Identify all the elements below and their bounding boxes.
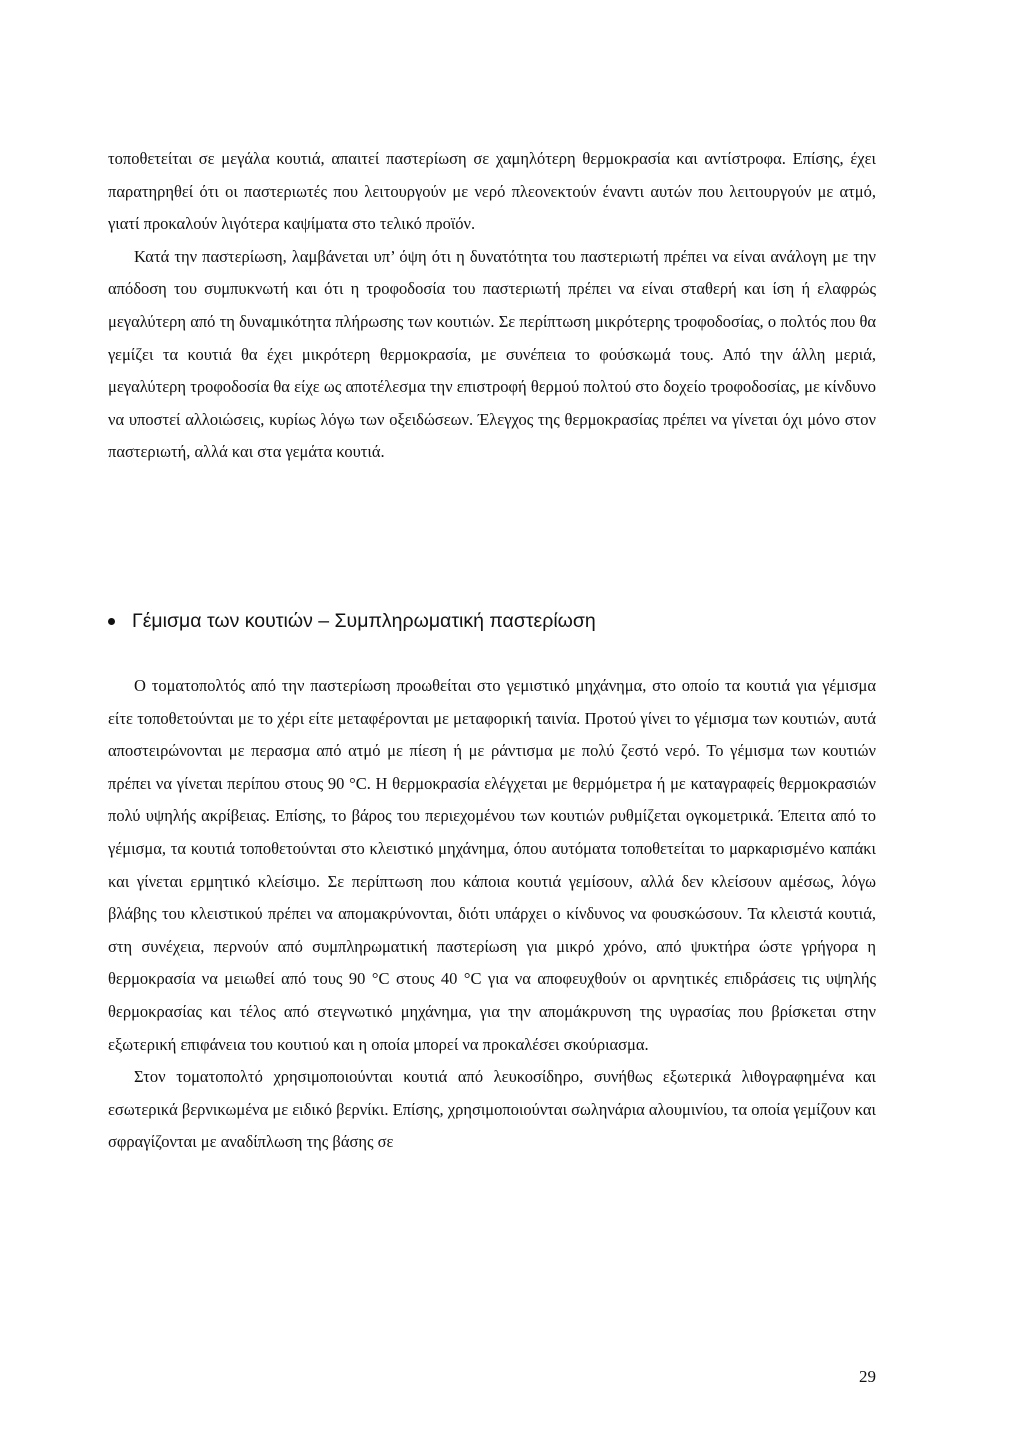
paragraph-pasteurization-capacity: Κατά την παστερίωση, λαμβάνεται υπ’ όψη ότι η δυνατότητα του παστεριωτή πρέπει να είναι ανάλογη με την απόδοση του συμπυκνωτή και ότι η τροφοδοσία του παστεριωτή πρέπει να είναι σταθερή και ίση ή ελαφρώς μεγαλύτερη από τη δυναμικότητα πλήρωσης των κουτιών. Σε περίπτωση μικρότερης τροφοδοσίας, ο πολτός που θα γεμίζει τα κουτιά θα έχει μικρότερη θερμοκρασία, με συνέπεια το φούσκωμά τους. Από την άλλη μεριά, μεγαλύτερη τροφοδοσία θα είχε ως αποτέλεσμα την επιστροφή θερμού πολτού στο δοχείο τροφοδοσίας, με κίνδυνο να υποστεί αλλοιώσεις, κυρίως λόγω των οξειδώσεων. Έλεγχος της θερμοκρασίας πρέπει να γίνεται όχι μόνο στον παστεριωτή, αλλά και στα γεμάτα κουτιά. <box>108 246 876 462</box>
paragraph-block-bottom <box>108 670 876 1159</box>
paragraph-can-materials: Στον τοματοπολτό χρησιμοποιούνται κουτιά από λευκοσίδηρο, συνήθως εξωτερικά λιθογραφημένα και εσωτερικά βερνικωμένα με ειδικό βερνίκι. Επίσης, χρησιμοποιούνται σωληνάρια αλουμινίου, τα οποία γεμίζουν και σφραγίζονται με αναδίπλωση της βάσης σε <box>108 1067 876 1152</box>
paragraph-can-filling: Ο τοματοπολτός από την παστερίωση προωθείται στο γεμιστικό μηχάνημα, στο οποίο τα κουτιά για γέμισμα είτε τοποθετούνται με το χέρι είτε μεταφέρονται με μεταφορική ταινία. Προτού γίνει το γέμισμα των κουτιών, αυτά αποστειρώνονται με περασμα από ατμό με πίεση ή με ράντισμα με πολύ ζεστό νερό. Το γέμισμα των κουτιών πρέπει να γίνεται περίπου στους 90 °C. Η θερμοκρασία ελέγχεται με θερμόμετρα ή με καταγραφείς θερμοκρασιών πολύ υψηλής ακρίβειας. Επίσης, το βάρος του περιεχομένου των κουτιών ρυθμίζεται ογκομετρικά. Έπειτα από το γέμισμα, τα κουτιά τοποθετούνται στο κλειστικό μηχάνημα, όπου αυτόματα τοποθετείται το μαρκαρισμένο καπάκι και γίνεται ερμητικό κλείσιμο. Σε περίπτωση που κάποια κουτιά γεμίσουν, αλλά δεν κλείσουν αμέσως, λόγω βλάβης του κλειστικού πρέπει να απομακρύνονται, διότι υπάρχει ο κίνδυνος να φουσκώσουν. Τα κλειστά κουτιά, στη συνέχεια, περνούν από συμπληρωματική παστερίωση για μικρό χρόνο, από ψυκτήρα ώστε γρήγορα η θερμοκρασία να μειωθεί από τους 90 °C στους 40 °C για να αποφευχθούν οι αρνητικές επιδράσεις τις υψηλής θερμοκρασίας και τέλος από στεγνωτικό μηχάνημα, για την απομάκρυνση της υγρασίας που βρίσκεται στην εξωτερική επιφάνεια του κουτιού και η οποία μπορεί να προκαλέσει σκούριασμα. <box>108 676 876 1054</box>
page-number: 29 <box>859 1367 876 1386</box>
section-heading-text: Γέμισμα των κουτιών – Συμπληρωματική παστερίωση <box>132 610 596 632</box>
section-heading <box>108 605 876 637</box>
paragraph-block-top <box>108 143 876 469</box>
paragraph-continuation: τοποθετείται σε μεγάλα κουτιά, απαιτεί παστερίωση σε χαμηλότερη θερμοκρασία και αντίστροφα. Επίσης, έχει παρατηρηθεί ότι οι παστεριωτές που λειτουργούν με νερό πλεονεκτούν έναντι αυτών που λειτουργούν με ατμό, γιατί προκαλούν λιγότερα καψίματα στο τελικό προϊόν. <box>108 149 876 234</box>
bullet-icon <box>108 618 115 625</box>
